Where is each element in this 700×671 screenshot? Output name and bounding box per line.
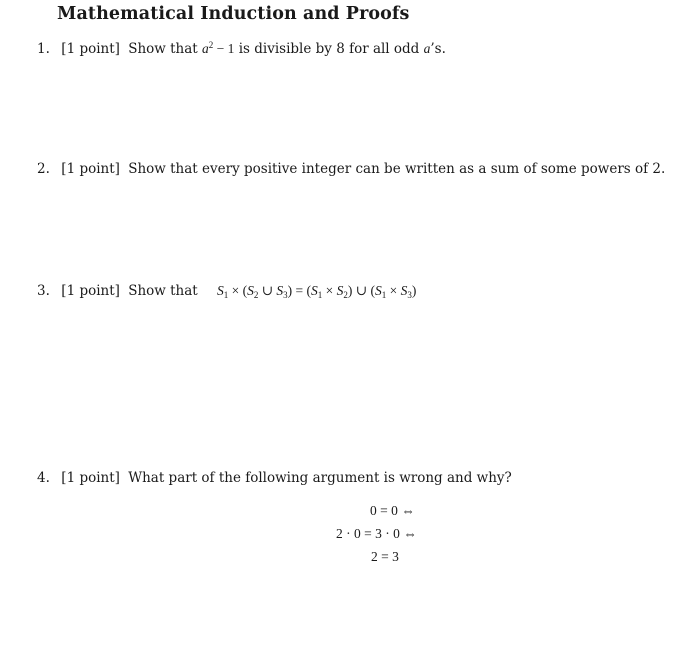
problem-1 <box>37 40 446 57</box>
problem-points: [1 point] <box>61 470 120 486</box>
problem-number: 1. <box>37 41 50 57</box>
problem-4 <box>37 470 512 486</box>
problem-text: Show that every positive integer can be written as a sum of some powers of 2. <box>128 161 666 177</box>
problem-2 <box>37 161 665 177</box>
set-identity-formula: $S_1 \times (S_2$ ∪ $S_3) = (S_1 \times S_2)$ ∪ $(S_1 \times S_3)$ <box>217 283 417 300</box>
argument-line-2: 2 · 0 = 3 · 0 ⇔ <box>336 526 417 541</box>
problem-points: [1 point] <box>61 41 120 57</box>
problem-number: 3. <box>37 283 50 299</box>
problem-points: [1 point] <box>61 283 120 299</box>
argument-line-3: 2 = 3 <box>371 549 399 564</box>
problem-3 <box>37 283 198 299</box>
argument-line-1: 0 = 0 ⇔ <box>370 503 415 518</box>
document-title: Mathematical Induction and Proofs <box>57 4 410 24</box>
problem-text-end: ’s. <box>430 41 446 57</box>
math-expression: $a^2 - 1$ <box>202 40 235 56</box>
problem-text: What part of the following argument is wrong and why? <box>128 470 512 486</box>
problem-number: 4. <box>37 470 50 486</box>
problem-points: [1 point] <box>61 161 120 177</box>
problem-text: is divisible by 8 for all odd <box>238 41 420 57</box>
problem-number: 2. <box>37 161 50 177</box>
problem-text: Show that <box>128 41 198 57</box>
problem-text: Show that <box>128 283 198 299</box>
math-variable: a <box>423 41 431 56</box>
